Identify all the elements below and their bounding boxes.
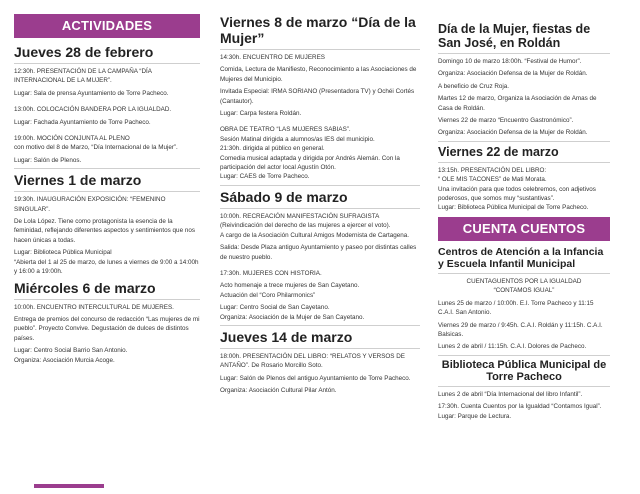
heading-mar22: Viernes 22 de marzo [438,144,559,159]
divider [220,325,420,326]
biblio-line: 17:30h. Cuenta Cuentos por la Igualdad “Contamos Igual”. Lugar: Parque de Lectura. [438,403,602,420]
accent-tab [34,484,104,488]
event-time: 10:00h. RECREACIÓN MANIFESTACIÓN SUFRAGISTA [220,212,380,220]
centros-line: Viernes 29 de marzo / 9:45h. C.A.I. Roldán y 11:15h. C.A.I. Balsicas. [438,321,603,338]
event-desc: De Lola López. Tiene como protagonista la esencia de la feminidad, reflejando diferentes aspectos y sentimientos que nos hacen únicas a todas. [14,218,195,244]
column-right [438,0,610,494]
event-place: Lugar: Fachada Ayuntamiento de Torre Pacheco. [14,118,151,126]
event-title: OBRA DE TEATRO “LAS MUJERES SABIAS”. [220,126,351,134]
heading-mar8: Viernes 8 de marzo “Día de la Mujer” [220,14,416,46]
event-note: “Abierta del 1 al 25 de marzo, de lunes a viernes de 9:00 a 14:00h y 16:00 a 19:00h. [14,258,199,276]
roldan-line: Organiza: Asociación Defensa de la Mujer de Roldán. [438,129,588,137]
divider [438,355,610,356]
event-place: Lugar: Sala de prensa Ayuntamiento de Torre Pacheco. [14,89,169,97]
divider [438,386,610,387]
event-place: Lugar: Centro Social Barrio San Antonio. [14,347,128,355]
event-desc: Invitada Especial: IRMA SORIANO (Presentadora TV) y Ochéi Cortés (Cantautor). [220,88,415,105]
actividades-banner: ACTIVIDADES [14,14,200,38]
event-place: Lugar: Centro Social de San Cayetano. [220,304,330,312]
event-time: 17:30h. MUJERES CON HISTORIA. [220,269,322,277]
heading-mar6: Miércoles 6 de marzo [14,279,156,296]
event-note: (Reivindicación del derecho de las mujeres a ejercer el voto). [220,222,391,230]
centros-sub: “CONTAMOS IGUAL” [493,287,555,295]
divider [438,162,610,163]
event-place: Lugar: Carpa festera Roldán. [220,110,302,118]
event-time: 18:00h. PRESENTACIÓN DEL LIBRO: “RELATOS Y VERSOS DE ANTAÑO”. De Rosario Morcillo Soto. [220,352,406,370]
heading-mar1: Viernes 1 de marzo [14,172,142,189]
heading-centros: Centros de Atención a la Infancia y Escuela Infantil Municipal [438,245,604,270]
event-org: Organiza: Asociación de la Mujer de San Cayetano. [220,313,365,321]
divider [14,63,200,64]
event-org: Organiza: Asociación Murcia Acoge. [14,356,115,364]
roldan-line: Organiza: Asociación Defensa de la Mujer de Roldán. [438,70,588,78]
event-session: Sesión Matinal dirigida a alumnos/as IES del municipio. [220,135,375,143]
event-place: Lugar: Salón de Plenos. [14,156,82,164]
cuenta-cuentos-banner: CUENTA CUENTOS [438,217,610,241]
event-desc: A cargo de la Asociación Cultural Amigos Modernista de Cartagena. [220,231,410,239]
event-time: 12:30h. PRESENTACIÓN DE LA CAMPAÑA “DÍA INTERNACIONAL DE LA MUJER”. [14,68,152,85]
event-time: 10:00h. ENCUENTRO INTERCULTURAL DE MUJERES. [14,303,174,311]
heading-roldan: Día de la Mujer, fiestas de San José, en Roldán [438,22,591,50]
divider [438,141,610,142]
event-desc: Entrega de premios del concurso de redacción “Las mujeres de mi pueblo”. Proyecto Convive. Degustación de dulces de distintos países. [14,315,200,342]
centros-line: Lunes 25 de marzo / 10:00h. E.I. Torre Pacheco y 11:15 C.A.I. San Antonio. [438,299,594,317]
event-org: Organiza: Asociación Cultural Pilar Antón. [220,387,337,395]
event-place: Lugar: Biblioteca Pública Municipal de Torre Pacheco. [438,204,589,212]
divider [220,49,420,50]
event-place: Lugar: Salón de Plenos del antiguo Ayuntamiento de Torre Pacheco. [220,374,411,382]
centros-sub: CUENTAGUENTOS POR LA IGUALDAD [466,277,582,285]
event-desc: Una invitación para que todos celebremos, con adjetivos poderosos, que somos muy “sustantivas”. [438,185,596,203]
roldan-line: A beneficio de Cruz Roja. [438,82,510,90]
event-place: Salida: Desde Plaza antiguo Ayuntamiento y paseo por distintas calles de nuestro pueblo. [220,244,417,261]
event-place: Lugar: Biblioteca Pública Municipal [14,249,112,257]
column-middle [220,0,420,494]
heading-feb28: Jueves 28 de febrero [14,44,154,60]
divider [14,168,200,169]
roldan-line: Domingo 10 de marzo 18:00h. “Festival de Humor”. [438,58,582,65]
event-desc: Actuación del “Coro Philarmonics” [220,291,316,299]
divider [14,299,200,300]
event-time: 13:00h. COLOCACIÓN BANDERA POR LA IGUALDAD. [14,106,172,114]
event-desc: Comedia musical adaptada y dirigida por Andrés Alemán. Con la participación del actor local Agustín Otón. [220,154,400,172]
event-desc: Acto homenaje a trece mujeres de San Cayetano. [220,282,360,290]
column-left [14,0,200,494]
event-time: 19:00h. MOCIÓN CONJUNTA AL PLENO [14,135,130,143]
event-session: 21:30h. dirigida al público en general. [220,145,325,153]
divider [438,273,610,274]
biblio-line: Lunes 2 de abril “Día Internacional del libro Infantil”. [438,390,583,398]
roldan-line: Martes 12 de marzo, Organiza la Asociación de Amas de Casa de Roldán. [438,95,597,112]
divider [220,208,420,209]
event-desc: con motivo del 8 de Marzo, “Día Internacional de la Mujer”. [14,144,178,152]
heading-biblioteca: Biblioteca Pública Municipal de Torre Pacheco [441,358,607,383]
divider [220,185,420,186]
centros-line: Lunes 2 de abril / 11:15h. C.A.I. Dolores de Pacheco. [438,343,587,351]
roldan-line: Viernes 22 de marzo “Encuentro Gastronómico”. [438,117,574,125]
heading-mar14: Jueves 14 de marzo [220,328,353,345]
event-time: 19:30h. INAUGURACIÓN EXPOSICIÓN: “FEMENINO SINGULAR”. [14,196,166,213]
event-place: Lugar: CAES de Torre Pacheco. [220,173,310,181]
event-time: 13:15h. PRESENTACIÓN DEL LIBRO: [438,166,547,174]
heading-mar9: Sábado 9 de marzo [220,188,348,205]
event-desc: Comida, Lectura de Manifiesto, Reconocimiento a las Asociaciones de Mujeres del Municipio. [220,66,417,83]
event-time: 14:30h. ENCUENTRO DE MUJERES [220,54,325,61]
event-title: “ OLE MIS TACONES” de Mati Morata. [438,176,547,184]
divider [220,348,420,349]
divider [14,191,200,192]
divider [438,53,610,54]
